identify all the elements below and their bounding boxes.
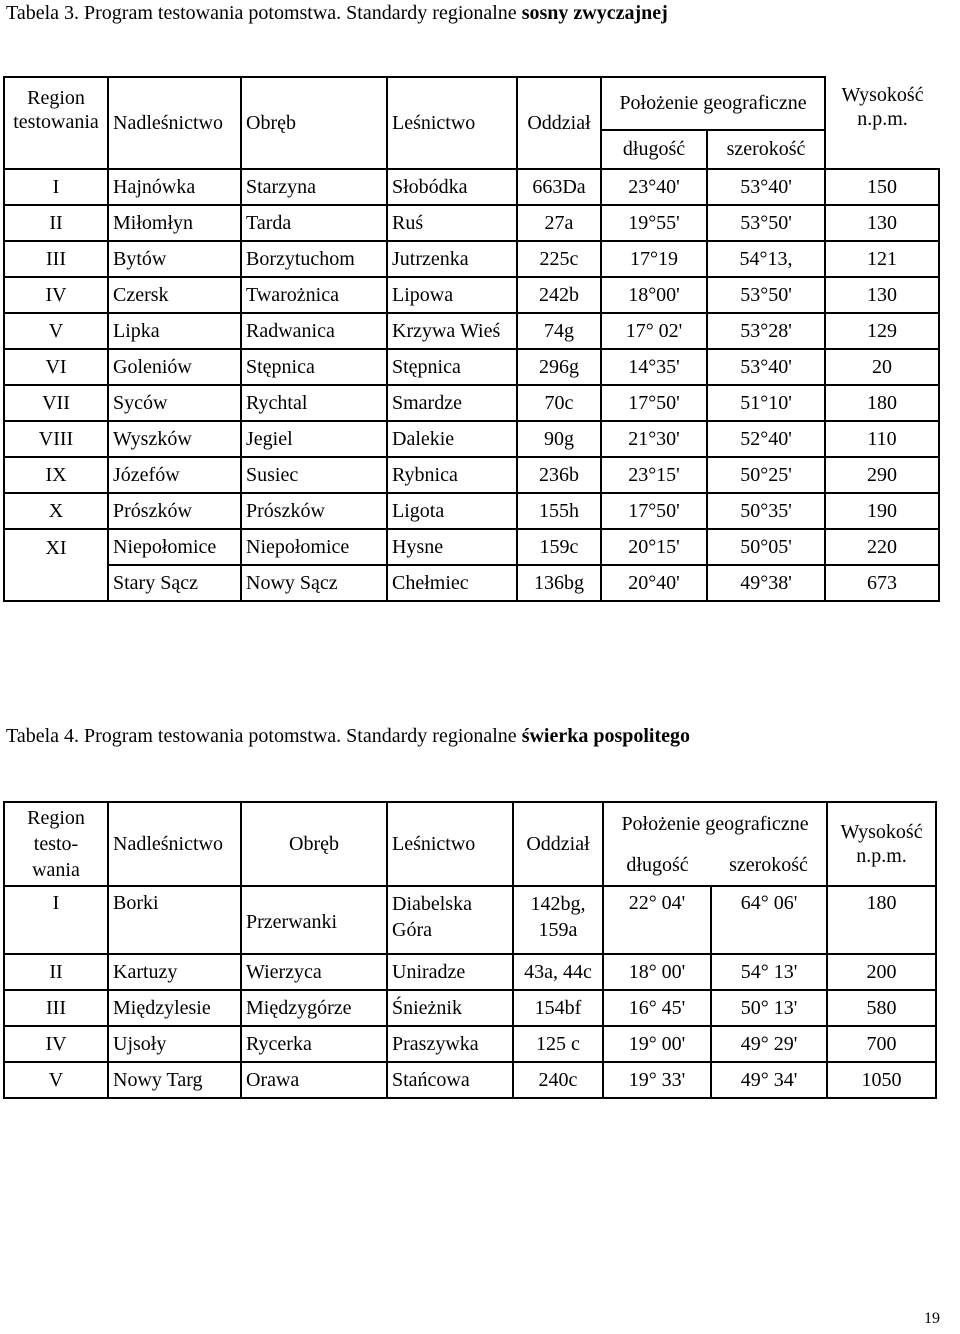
t4-obreb-cell: Przerwanki — [241, 886, 387, 954]
t3-oddzial-cell: 236b — [517, 457, 601, 493]
t3-wysokosc-cell: 20 — [825, 349, 939, 385]
t3-lesnictwo-cell: Chełmiec — [387, 565, 517, 601]
t3-wysokosc-cell: 150 — [825, 169, 939, 205]
t3-nadlesnictwo-cell: Niepołomice — [108, 529, 241, 565]
t3-szerokosc-cell: 50°05' — [707, 529, 825, 565]
t3-nadlesnictwo-cell: Bytów — [108, 241, 241, 277]
t3-table-row — [4, 565, 939, 601]
t3-nadlesnictwo-cell: Goleniów — [108, 349, 241, 385]
t3-szerokosc-cell: 53°40' — [707, 169, 825, 205]
t4-header-szerokosc: szerokość — [711, 844, 827, 886]
table3-caption-text: Tabela 3. Program testowania potomstwa. Standardy regionalne — [6, 2, 522, 24]
t3-table-row — [4, 313, 939, 349]
t4-obreb-cell: Orawa — [241, 1062, 387, 1098]
t3-obreb-cell: Radwanica — [241, 313, 387, 349]
t4-nadlesnictwo-cell: Nowy Targ — [108, 1062, 241, 1098]
t4-obreb-cell: Międzygórze — [241, 990, 387, 1026]
t3-obreb-cell: Rychtal — [241, 385, 387, 421]
t3-dlugosc-cell: 17°50' — [601, 493, 707, 529]
t3-wysokosc-cell: 121 — [825, 241, 939, 277]
t3-oddzial-cell: 74g — [517, 313, 601, 349]
t3-obreb-cell: Niepołomice — [241, 529, 387, 565]
t3-header-oddzial: Oddział — [517, 77, 601, 169]
t3-table-row — [4, 277, 939, 313]
t4-dlugosc-cell: 22° 04' — [603, 886, 711, 954]
t4-nadlesnictwo-cell: Ujsoły — [108, 1026, 241, 1062]
t3-region-cell: X — [4, 493, 108, 529]
t3-wysokosc-cell: 673 — [825, 565, 939, 601]
t4-table-row — [4, 954, 936, 990]
t3-lesnictwo-cell: Stępnica — [387, 349, 517, 385]
table4-caption-text: Tabela 4. Program testowania potomstwa. Standardy regionalne — [6, 725, 522, 747]
t3-lesnictwo-cell: Krzywa Wieś — [387, 313, 517, 349]
t3-table-row — [4, 457, 939, 493]
t4-oddzial-cell: 43a, 44c — [513, 954, 603, 990]
t3-lesnictwo-cell: Hysne — [387, 529, 517, 565]
t3-wysokosc-cell: 180 — [825, 385, 939, 421]
t3-szerokosc-cell: 52°40' — [707, 421, 825, 457]
table4-caption-species: świerka pospolitego — [521, 725, 691, 747]
t4-szerokosc-cell: 49° 34' — [711, 1062, 827, 1098]
t3-header-szerokosc: szerokość — [707, 130, 825, 169]
t4-lesnictwo-cell: Diabelska Góra — [387, 886, 513, 954]
t4-wysokosc-cell: 180 — [827, 886, 936, 954]
t3-nadlesnictwo-cell: Syców — [108, 385, 241, 421]
t3-szerokosc-cell: 54°13, — [707, 241, 825, 277]
t4-region-cell: IV — [4, 1026, 108, 1062]
t4-header-region-text: Region testo-wania — [27, 807, 85, 881]
t3-lesnictwo-cell: Rybnica — [387, 457, 517, 493]
t3-szerokosc-cell: 50°35' — [707, 493, 825, 529]
t3-lesnictwo-cell: Ligota — [387, 493, 517, 529]
t4-lesnictwo-cell: Śnieżnik — [387, 990, 513, 1026]
t3-table-row — [4, 241, 939, 277]
t3-wysokosc-cell: 110 — [825, 421, 939, 457]
t3-nadlesnictwo-cell: Wyszków — [108, 421, 241, 457]
t4-header-region — [4, 802, 108, 886]
t4-wysokosc-cell: 1050 — [827, 1062, 936, 1098]
t3-szerokosc-cell: 53°50' — [707, 205, 825, 241]
t3-region-cell: IX — [4, 457, 108, 493]
t3-header-wysokosc: Wysokość n.p.m. — [825, 77, 939, 169]
t3-region-cell: VII — [4, 385, 108, 421]
t3-table-row — [4, 205, 939, 241]
t3-oddzial-cell: 136bg — [517, 565, 601, 601]
t4-dlugosc-cell: 19° 33' — [603, 1062, 711, 1098]
t4-dlugosc-cell: 16° 45' — [603, 990, 711, 1026]
t4-szerokosc-cell: 49° 29' — [711, 1026, 827, 1062]
t3-dlugosc-cell: 18°00' — [601, 277, 707, 313]
table3 — [3, 76, 940, 602]
t3-header-lesnictwo: Leśnictwo — [387, 77, 517, 169]
t3-nadlesnictwo-cell: Hajnówka — [108, 169, 241, 205]
t3-dlugosc-cell: 20°15' — [601, 529, 707, 565]
t3-dlugosc-cell: 23°15' — [601, 457, 707, 493]
t3-table-row — [4, 169, 939, 205]
t3-region-cell: I — [4, 169, 108, 205]
t4-szerokosc-cell: 54° 13' — [711, 954, 827, 990]
t3-oddzial-cell: 70c — [517, 385, 601, 421]
t3-table-row — [4, 493, 939, 529]
t4-dlugosc-cell: 18° 00' — [603, 954, 711, 990]
t3-table-row — [4, 385, 939, 421]
t4-lesnictwo-cell: Stańcowa — [387, 1062, 513, 1098]
t4-wysokosc-cell: 580 — [827, 990, 936, 1026]
t3-region-cell — [4, 565, 108, 601]
t4-header-wysokosc: Wysokość n.p.m. — [827, 802, 936, 886]
t3-region-cell: VIII — [4, 421, 108, 457]
t3-dlugosc-cell: 23°40' — [601, 169, 707, 205]
t3-nadlesnictwo-cell: Czersk — [108, 277, 241, 313]
t3-table-row — [4, 529, 939, 565]
t4-header-dlugosc: długość — [603, 844, 711, 886]
t3-oddzial-cell: 663Da — [517, 169, 601, 205]
t3-szerokosc-cell: 53°28' — [707, 313, 825, 349]
t4-obreb-cell: Rycerka — [241, 1026, 387, 1062]
t3-region-cell: VI — [4, 349, 108, 385]
page-number: 19 — [924, 1310, 940, 1327]
t4-lesnictwo-cell: Praszywka — [387, 1026, 513, 1062]
t4-table-row — [4, 990, 936, 1026]
t3-nadlesnictwo-cell: Lipka — [108, 313, 241, 349]
t3-nadlesnictwo-cell: Stary Sącz — [108, 565, 241, 601]
t3-oddzial-cell: 155h — [517, 493, 601, 529]
t3-dlugosc-cell: 17°19 — [601, 241, 707, 277]
t3-lesnictwo-cell: Jutrzenka — [387, 241, 517, 277]
t4-nadlesnictwo-cell: Borki — [108, 886, 241, 954]
t3-dlugosc-cell: 21°30' — [601, 421, 707, 457]
t3-obreb-cell: Twarożnica — [241, 277, 387, 313]
t3-szerokosc-cell: 50°25' — [707, 457, 825, 493]
t3-region-cell: II — [4, 205, 108, 241]
t3-szerokosc-cell: 49°38' — [707, 565, 825, 601]
t3-region-cell: V — [4, 313, 108, 349]
t4-nadlesnictwo-cell: Międzylesie — [108, 990, 241, 1026]
t3-wysokosc-cell: 129 — [825, 313, 939, 349]
t3-wysokosc-cell: 190 — [825, 493, 939, 529]
t3-nadlesnictwo-cell: Prószków — [108, 493, 241, 529]
t3-region-cell: XI — [4, 529, 108, 565]
t3-header-obreb: Obręb — [241, 77, 387, 169]
table4 — [3, 801, 937, 1099]
t3-dlugosc-cell: 14°35' — [601, 349, 707, 385]
t3-dlugosc-cell: 17°50' — [601, 385, 707, 421]
t3-obreb-cell: Prószków — [241, 493, 387, 529]
t3-nadlesnictwo-cell: Miłomłyn — [108, 205, 241, 241]
t3-dlugosc-cell: 19°55' — [601, 205, 707, 241]
t3-szerokosc-cell: 53°50' — [707, 277, 825, 313]
t3-wysokosc-cell: 130 — [825, 205, 939, 241]
t3-obreb-cell: Tarda — [241, 205, 387, 241]
table4-caption — [6, 725, 690, 748]
t4-szerokosc-cell: 64° 06' — [711, 886, 827, 954]
t3-lesnictwo-cell: Ruś — [387, 205, 517, 241]
t4-table-row — [4, 1026, 936, 1062]
t3-obreb-cell: Borzytuchom — [241, 241, 387, 277]
t3-obreb-cell: Jegiel — [241, 421, 387, 457]
t4-wysokosc-cell: 200 — [827, 954, 936, 990]
t3-table-row — [4, 421, 939, 457]
t4-header-obreb: Obręb — [241, 802, 387, 886]
t4-region-cell: I — [4, 886, 108, 954]
t4-header-lesnictwo: Leśnictwo — [387, 802, 513, 886]
t3-oddzial-cell: 159c — [517, 529, 601, 565]
t3-wysokosc-cell: 130 — [825, 277, 939, 313]
t3-lesnictwo-cell: Dalekie — [387, 421, 517, 457]
t4-table-row — [4, 1062, 936, 1098]
t4-header-oddzial: Oddział — [513, 802, 603, 886]
t3-dlugosc-cell: 17° 02' — [601, 313, 707, 349]
t4-lesnictwo-cell: Uniradze — [387, 954, 513, 990]
t3-oddzial-cell: 27a — [517, 205, 601, 241]
t3-oddzial-cell: 296g — [517, 349, 601, 385]
t3-header-dlugosc: długość — [601, 130, 707, 169]
t4-wysokosc-cell: 700 — [827, 1026, 936, 1062]
t4-region-cell: V — [4, 1062, 108, 1098]
t4-oddzial-cell: 240c — [513, 1062, 603, 1098]
t3-header-nadlesnictwo: Nadleśnictwo — [108, 77, 241, 169]
t3-lesnictwo-cell: Lipowa — [387, 277, 517, 313]
table3-caption — [6, 2, 668, 25]
t3-oddzial-cell: 90g — [517, 421, 601, 457]
t3-szerokosc-cell: 51°10' — [707, 385, 825, 421]
t4-oddzial-cell: 125 c — [513, 1026, 603, 1062]
t3-obreb-cell: Susiec — [241, 457, 387, 493]
t3-szerokosc-cell: 53°40' — [707, 349, 825, 385]
t3-dlugosc-cell: 20°40' — [601, 565, 707, 601]
t4-header-nadlesnictwo: Nadleśnictwo — [108, 802, 241, 886]
t4-region-cell: III — [4, 990, 108, 1026]
t3-obreb-cell: Starzyna — [241, 169, 387, 205]
t3-region-cell: III — [4, 241, 108, 277]
t3-obreb-cell: Stępnica — [241, 349, 387, 385]
t3-lesnictwo-cell: Słobódka — [387, 169, 517, 205]
t4-header-polozenie: Położenie geograficzne — [603, 802, 827, 844]
t3-oddzial-cell: 225c — [517, 241, 601, 277]
t3-region-cell: IV — [4, 277, 108, 313]
t4-dlugosc-cell: 19° 00' — [603, 1026, 711, 1062]
t4-oddzial-cell: 142bg, 159a — [513, 886, 603, 954]
t3-wysokosc-cell: 290 — [825, 457, 939, 493]
t3-header-region: Region testowania — [4, 77, 108, 169]
t3-nadlesnictwo-cell: Józefów — [108, 457, 241, 493]
t3-table-row — [4, 349, 939, 385]
t3-oddzial-cell: 242b — [517, 277, 601, 313]
t3-header-polozenie: Położenie geograficzne — [601, 77, 825, 130]
table3-caption-species: sosny zwyczajnej — [521, 2, 668, 24]
t4-region-cell: II — [4, 954, 108, 990]
t3-wysokosc-cell: 220 — [825, 529, 939, 565]
t4-table-row — [4, 886, 936, 954]
t3-lesnictwo-cell: Smardze — [387, 385, 517, 421]
t3-obreb-cell: Nowy Sącz — [241, 565, 387, 601]
t4-obreb-cell: Wierzyca — [241, 954, 387, 990]
t4-nadlesnictwo-cell: Kartuzy — [108, 954, 241, 990]
t4-szerokosc-cell: 50° 13' — [711, 990, 827, 1026]
t4-oddzial-cell: 154bf — [513, 990, 603, 1026]
